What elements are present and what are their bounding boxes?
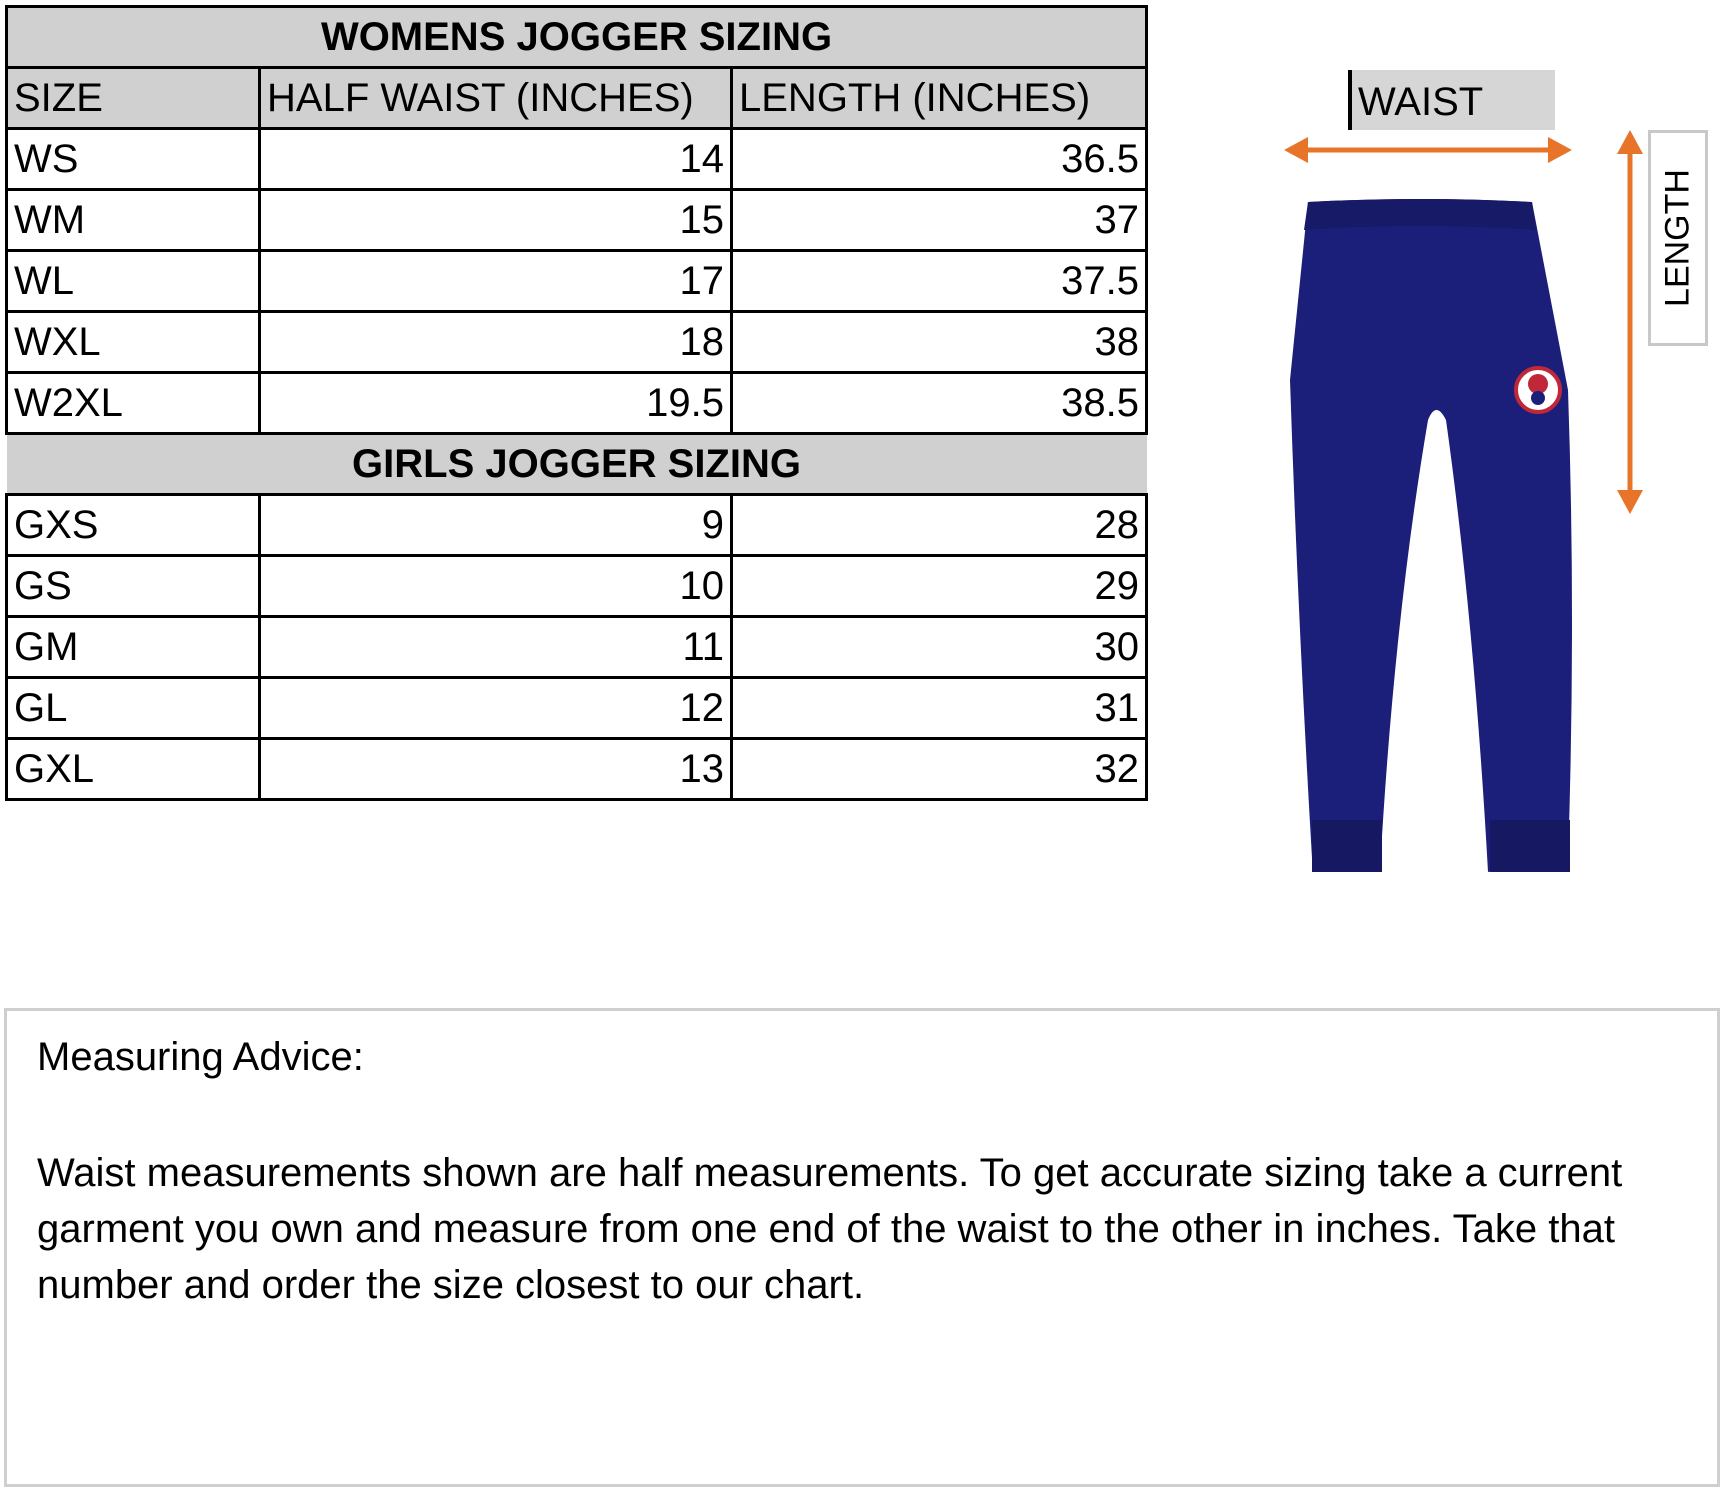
waist-cell: 12 — [260, 678, 732, 739]
table-row — [7, 739, 1147, 800]
table-row — [7, 251, 1147, 312]
advice-body: Waist measurements shown are half measurements. To get accurate sizing take a current garment you own and measure from one end of the waist to the other in inches. Take that number and order the size closest to our chart. — [37, 1151, 1623, 1307]
waist-cell: 10 — [260, 556, 732, 617]
length-label-box — [1648, 130, 1708, 346]
length-cell: 38.5 — [732, 373, 1147, 434]
size-cell: GXL — [7, 739, 260, 800]
size-cell: WM — [7, 190, 260, 251]
header-row — [7, 68, 1147, 129]
header-length: LENGTH (INCHES) — [732, 68, 1147, 129]
length-label: LENGTH — [1658, 169, 1697, 307]
table-row — [7, 617, 1147, 678]
size-cell: WS — [7, 129, 260, 190]
table-row — [7, 312, 1147, 373]
table-row — [7, 373, 1147, 434]
size-cell: GM — [7, 617, 260, 678]
waist-cell: 18 — [260, 312, 732, 373]
jogger-diagram — [1260, 60, 1720, 960]
size-cell: WXL — [7, 312, 260, 373]
waist-cell: 19.5 — [260, 373, 732, 434]
womens-title: WOMENS JOGGER SIZING — [7, 7, 1147, 68]
length-cell: 29 — [732, 556, 1147, 617]
length-cell: 31 — [732, 678, 1147, 739]
waist-cell: 15 — [260, 190, 732, 251]
table-row — [7, 678, 1147, 739]
table-row — [7, 556, 1147, 617]
length-arrow-icon — [1617, 130, 1643, 514]
length-cell: 38 — [732, 312, 1147, 373]
waist-cell: 11 — [260, 617, 732, 678]
girls-title: GIRLS JOGGER SIZING — [7, 434, 1147, 495]
table-row — [7, 495, 1147, 556]
length-cell: 36.5 — [732, 129, 1147, 190]
waist-cell: 14 — [260, 129, 732, 190]
waist-cell: 9 — [260, 495, 732, 556]
length-cell: 30 — [732, 617, 1147, 678]
table-row — [7, 129, 1147, 190]
length-cell: 37.5 — [732, 251, 1147, 312]
jogger-pants-icon — [1290, 199, 1572, 872]
waist-cell: 17 — [260, 251, 732, 312]
waist-label-box — [1348, 70, 1555, 130]
size-table — [5, 5, 1148, 801]
table-row — [7, 190, 1147, 251]
size-cell: W2XL — [7, 373, 260, 434]
size-cell: GXS — [7, 495, 260, 556]
size-cell: GL — [7, 678, 260, 739]
womens-title-row — [7, 7, 1147, 68]
waist-cell: 13 — [260, 739, 732, 800]
size-cell: WL — [7, 251, 260, 312]
header-size: SIZE — [7, 68, 260, 129]
size-cell: GS — [7, 556, 260, 617]
measuring-advice-box — [4, 1008, 1720, 1487]
length-cell: 28 — [732, 495, 1147, 556]
header-half-waist: HALF WAIST (INCHES) — [260, 68, 732, 129]
girls-title-row — [7, 434, 1147, 495]
advice-title: Measuring Advice: — [37, 1035, 364, 1079]
waist-label: WAIST — [1358, 80, 1484, 124]
length-cell: 37 — [732, 190, 1147, 251]
waist-arrow-icon — [1284, 137, 1572, 163]
length-cell: 32 — [732, 739, 1147, 800]
